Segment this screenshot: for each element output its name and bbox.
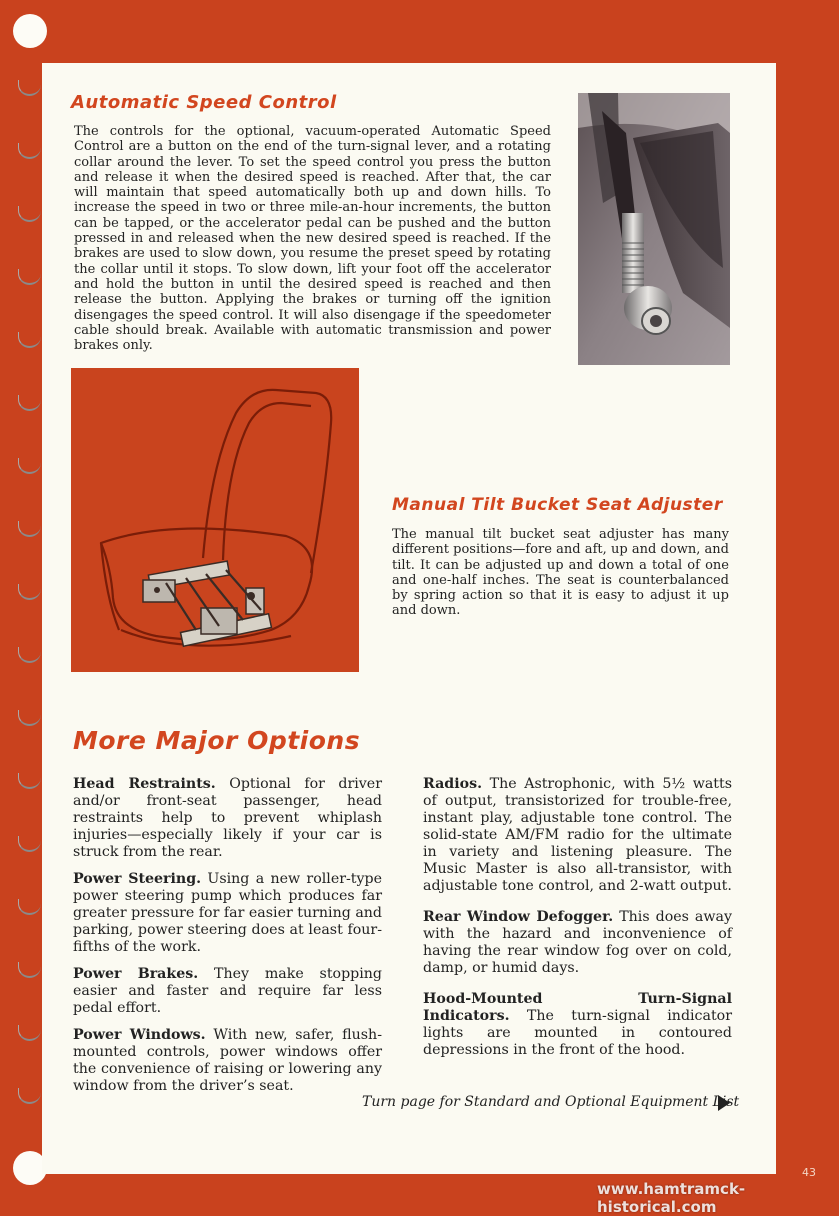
option-text: With new, safer, flush-mounted controls, power windows offer the convenience of raising or lowering any window from the driver’s seat. xyxy=(73,1027,382,1094)
seat-adjuster-body: The manual tilt bucket seat adjuster has many different positions—fore and aft, up and down, and tilt. It can be adjusted up and down a total of one and one-half inches. The seat is counterbalanced by spring action so that it is easy to adjust it up and down. xyxy=(392,527,729,619)
binder-ring xyxy=(18,899,41,915)
binder-ring xyxy=(18,1025,41,1041)
option-text: The Astrophonic, with 5½ watts of output, transistorized for trouble-free, instant play, adjustable tone control. The solid-state AM/FM radio for the ultimate in variety and listening pleasure. The Music Master is also all-transistor, with adjustable tone control, and 2-watt output. xyxy=(423,776,732,894)
option-title: Head Restraints. xyxy=(73,776,216,792)
binder-ring xyxy=(18,584,41,600)
speed-control-heading: Automatic Speed Control xyxy=(71,92,337,113)
turn-page-note: Turn page for Standard and Optional Equipment List xyxy=(362,1094,740,1110)
arrow-right-icon xyxy=(718,1095,730,1111)
option-text: This does away with the hazard and inconvenience of having the rear window fog over on cold, damp, or humid days. xyxy=(423,909,732,976)
option-title: Power Steering. xyxy=(73,871,202,887)
binder-ring xyxy=(18,458,41,474)
option-text: They make stopping easier and faster and require far less pedal effort. xyxy=(73,966,382,1016)
binder-ring xyxy=(18,836,41,852)
options-right-column xyxy=(423,776,732,1073)
options-left-column xyxy=(73,776,382,1109)
binder-ring xyxy=(18,332,41,348)
option-paragraph xyxy=(423,909,732,977)
option-text: Using a new roller-type power steering pump which produces far greater pressure for far easier turning and parking, power steering does at least four-fifths of the work. xyxy=(73,871,382,955)
option-text: The turn-signal indicator lights are mounted in contoured depressions in the front of the hood. xyxy=(423,1008,732,1058)
option-title: Hood-Mounted Turn-Signal Indicators. xyxy=(423,991,732,1024)
page-number: 43 xyxy=(802,1166,816,1179)
binder-ring xyxy=(18,1088,41,1104)
binder-ring xyxy=(18,521,41,537)
option-title: Power Windows. xyxy=(73,1027,206,1043)
option-paragraph xyxy=(73,966,382,1017)
option-paragraph xyxy=(423,776,732,895)
binder-ring xyxy=(18,962,41,978)
option-paragraph xyxy=(423,991,732,1059)
option-paragraph xyxy=(73,776,382,861)
binder-hole-top xyxy=(13,14,47,48)
seat-adjuster-heading: Manual Tilt Bucket Seat Adjuster xyxy=(392,495,723,515)
binder-ring xyxy=(18,143,41,159)
binder-ring xyxy=(18,710,41,726)
option-title: Radios. xyxy=(423,776,483,792)
binder-ring xyxy=(18,80,41,96)
option-title: Rear Window Defogger. xyxy=(423,909,614,925)
bucket-seat-illustration xyxy=(71,368,359,672)
option-paragraph xyxy=(73,1027,382,1095)
major-options-heading: More Major Options xyxy=(73,726,361,755)
binder-ring xyxy=(18,269,41,285)
turn-signal-lever-photo xyxy=(578,93,730,365)
option-paragraph xyxy=(73,871,382,956)
option-title: Power Brakes. xyxy=(73,966,199,982)
binder-ring xyxy=(18,773,41,789)
watermark: www.hamtramck-historical.com xyxy=(597,1180,746,1216)
binder-ring xyxy=(18,647,41,663)
option-text: Optional for driver and/or front-seat passenger, head restraints help to prevent whiplash injuries—especially likely if your car is struck from the rear. xyxy=(73,776,382,860)
binder-ring xyxy=(18,206,41,222)
binder-ring xyxy=(18,395,41,411)
speed-control-body: The controls for the optional, vacuum-operated Automatic Speed Control are a button on the end of the turn-signal lever, and a rotating collar around the lever. To set the speed control you press the button and release it when the desired speed is reached. After that, the car will maintain that speed automatically both up and down hills. To increase the speed in two or three mile-an-hour increments, the button can be tapped, or the accelerator pedal can be pushed and the button pressed in and released when the new desired speed is reached. If the brakes are used to slow down, you resume the preset speed by rotating the collar until it stops. To slow down, lift your foot off the accelerator and hold the button in until the desired speed is reached and then release the button. Applying the brakes or turning off the ignition disengages the speed control. It will also disengage if the speedometer cable should break. Available with automatic transmission and power brakes only. xyxy=(74,124,551,354)
